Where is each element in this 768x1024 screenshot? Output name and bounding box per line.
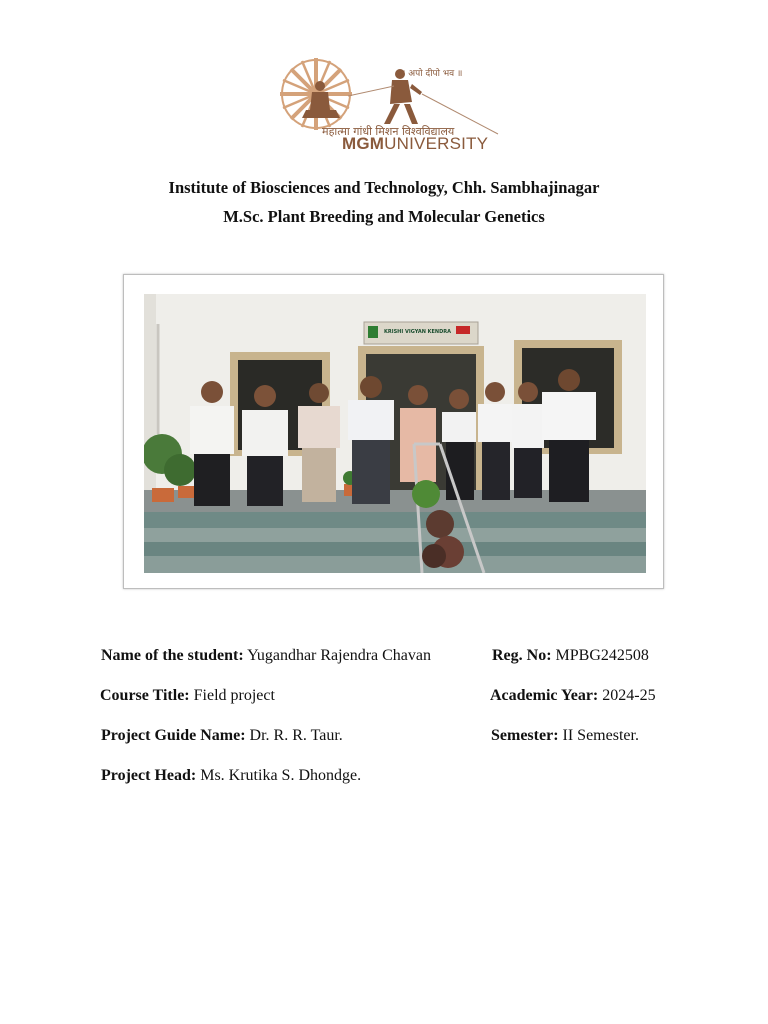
student-name-value: Yugandhar Rajendra Chavan: [243, 647, 431, 664]
group-photo-illustration: [144, 294, 646, 573]
course-title-label: Course Title:: [100, 687, 190, 704]
sign-text: KRISHI VIGYAN KENDRA: [384, 329, 451, 335]
reg-no-value: MPBG242508: [551, 647, 649, 664]
institute-title: Institute of Biosciences and Technology, Chh. Sambhajinagar: [168, 178, 600, 197]
project-head-label: Project Head:: [101, 767, 197, 784]
project-guide-label: Project Guide Name:: [101, 727, 246, 744]
university-logo: [262, 52, 508, 154]
reg-no-line: [492, 647, 649, 665]
reg-no-label: Reg. No:: [492, 647, 552, 664]
logo-brand-name: [342, 134, 488, 154]
academic-year-line: [490, 687, 656, 705]
logo-brand-regular: UNIVERSITY: [384, 134, 489, 153]
student-name-label: Name of the student:: [101, 647, 244, 664]
group-photo-frame: [123, 274, 664, 589]
project-head-value: Ms. Krutika S. Dhondge.: [196, 767, 362, 784]
logo-tagline: ॥ अपो दीपो भव ॥: [400, 69, 463, 79]
course-title-line: [100, 687, 275, 705]
student-name-line: [101, 647, 431, 665]
academic-year-label: Academic Year:: [490, 687, 599, 704]
project-guide-line: [101, 727, 343, 745]
logo-brand-bold: MGM: [342, 134, 385, 153]
project-guide-value: Dr. R. R. Taur.: [245, 727, 343, 744]
semester-line: [491, 727, 639, 745]
semester-label: Semester:: [491, 727, 559, 744]
program-title: M.Sc. Plant Breeding and Molecular Genetics: [223, 207, 545, 226]
logo-hindi-name: महात्मा गांधी मिशन विश्वविद्यालय: [322, 125, 455, 138]
project-head-line: [101, 767, 361, 785]
academic-year-value: 2024-25: [598, 687, 656, 704]
group-photo: [144, 294, 646, 573]
course-title-value: Field project: [189, 687, 275, 704]
semester-value: II Semester.: [558, 727, 639, 744]
